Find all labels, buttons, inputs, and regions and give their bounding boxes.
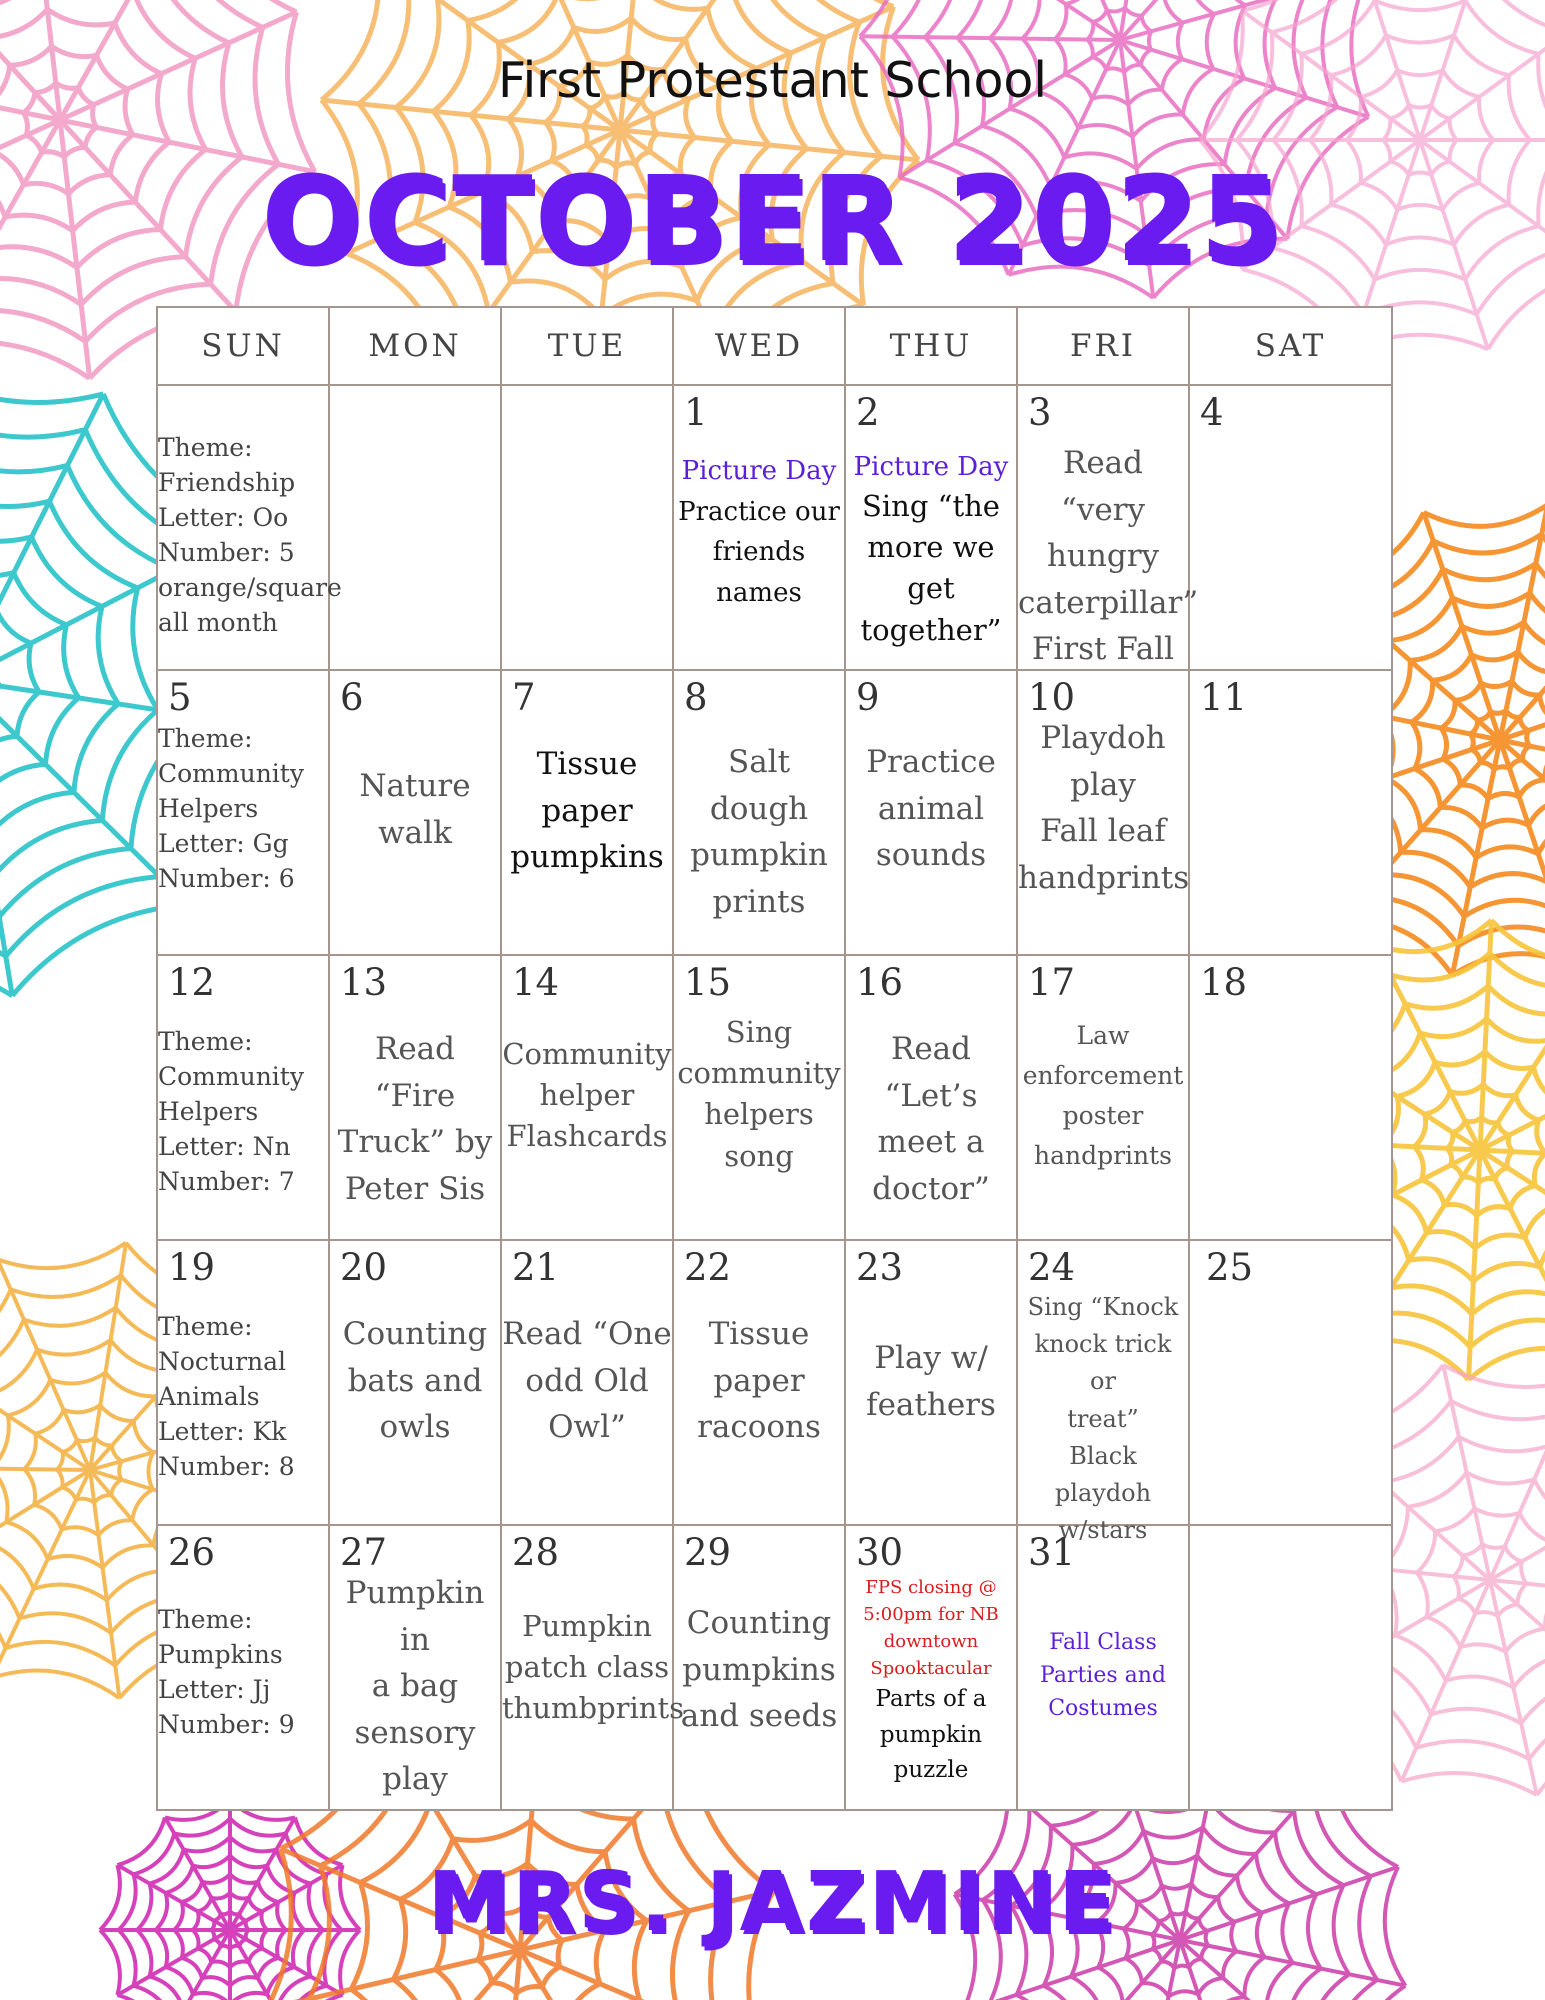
day-cell [673,670,845,955]
day-number: 6 [340,676,364,719]
week-row [157,1240,1392,1525]
day-cell [329,1240,501,1525]
day-cell [845,385,1017,670]
day-cell [329,670,501,955]
day-cell [1017,1240,1189,1545]
day-cell-empty [501,385,673,670]
calendar-grid [156,306,1393,1811]
closing-notice: FPS closing @ 5:00pm for NB downtown Spooktacular [863,1577,999,1679]
weekly-theme: Theme: Community Helpers Letter: Nn Number: 7 [158,1027,304,1196]
activity-text: Tissue paper racoons [697,1316,821,1445]
day-number: 21 [512,1246,560,1289]
event-tag: Fall Class Parties and Costumes [1040,1630,1166,1721]
day-number: 23 [856,1246,904,1289]
day-cell [1189,955,1392,1240]
day-number: 13 [340,961,388,1004]
day-cell [1017,955,1189,1240]
activity-text: Community helper Flashcards [502,1037,672,1154]
weekday-wed: WED [673,307,845,385]
activity-text: Pumpkin in a bag sensory play [345,1575,485,1797]
day-cell-sun [157,955,329,1240]
activity-text: Practice animal sounds [866,744,996,873]
day-cell [1017,1525,1189,1810]
activity-text: Read “One odd Old Owl” [502,1316,672,1445]
activity-text: Read “Let’s meet a doctor” [872,1031,990,1207]
day-number: 19 [168,1246,216,1289]
day-cell [673,1240,845,1525]
activity-text: Nature walk [359,768,471,851]
day-number: 29 [684,1531,732,1574]
day-cell-sun [157,1240,329,1525]
day-cell [1189,1240,1392,1525]
day-number: 3 [1028,391,1052,434]
day-number: 12 [168,961,216,1004]
day-cell-sun [157,670,329,955]
day-number: 15 [684,961,732,1004]
day-number: 4 [1200,391,1224,434]
weekday-tue: TUE [501,307,673,385]
day-cell [673,385,845,670]
activity-text: Parts of a pumpkin puzzle [875,1686,987,1784]
day-number: 17 [1028,961,1076,1004]
day-cell [845,670,1017,955]
day-number: 30 [856,1531,904,1574]
day-cell-empty [1189,1525,1392,1810]
day-number: 24 [1028,1246,1076,1289]
activity-text: Sing “the more we get together” [860,489,1002,647]
day-number: 5 [168,676,192,719]
month-title: OCTOBER 2025 [261,150,1284,288]
weekly-theme: Theme: Friendship Letter: Oo Number: 5 orange/square all month [158,433,342,637]
activity-text: Pumpkin patch class thumbprints [502,1609,684,1726]
day-number: 27 [340,1531,388,1574]
week-row [157,955,1392,1240]
event-tag: Picture Day [853,452,1009,482]
weekly-theme: Theme: Community Helpers Letter: Gg Number: 6 [158,724,304,893]
activity-text: Counting pumpkins and seeds [680,1605,838,1734]
day-cell-sun [157,385,342,670]
weekday-header-row [157,307,1392,385]
activity-text: Tissue paper pumpkins [510,746,664,875]
day-cell [501,1240,673,1525]
day-number: 26 [168,1531,216,1574]
day-cell [1017,385,1199,670]
day-number: 7 [512,676,536,719]
day-cell [329,1525,501,1810]
activity-text: Playdoh play Fall leaf handprints [1018,720,1190,896]
day-cell [501,670,673,955]
day-number: 9 [856,676,880,719]
day-number: 18 [1200,961,1248,1004]
day-cell [1189,385,1392,670]
day-cell-sun [157,1525,329,1810]
day-number: 25 [1206,1246,1254,1289]
day-cell [673,1525,845,1810]
school-name: First Protestant School [497,52,1048,109]
day-number: 1 [684,391,708,434]
activity-text: Read “Fire Truck” by Peter Sis [337,1031,493,1207]
day-cell [845,1525,1017,1810]
day-cell-empty [329,385,501,670]
day-cell [1189,670,1392,955]
day-cell [673,955,845,1240]
day-number: 22 [684,1246,732,1289]
week-row [157,1525,1392,1810]
activity-text: Play w/ feathers [866,1340,996,1423]
weekday-fri: FRI [1017,307,1189,385]
day-cell [329,955,501,1240]
teacher-name: MRS. JAZMINE [427,1855,1118,1950]
week-row [157,385,1392,670]
weekday-thu: THU [845,307,1017,385]
day-cell [501,955,673,1240]
day-number: 16 [856,961,904,1004]
weekly-theme: Theme: Pumpkins Letter: Jj Number: 9 [158,1605,295,1739]
day-number: 11 [1200,676,1248,719]
day-number: 2 [856,391,880,434]
day-number: 10 [1028,676,1076,719]
day-number: 31 [1028,1531,1076,1574]
activity-text: Read “very hungry caterpillar” First Fall [1018,445,1199,667]
day-cell [845,1240,1017,1525]
day-cell [501,1525,684,1810]
activity-text: Salt dough pumpkin prints [690,744,828,920]
day-number: 14 [512,961,560,1004]
day-number: 8 [684,676,708,719]
weekly-theme: Theme: Nocturnal Animals Letter: Kk Number: 8 [158,1312,295,1481]
activity-text: Sing community helpers song [677,1015,841,1173]
weekday-sat: SAT [1189,307,1392,385]
weekday-mon: MON [329,307,501,385]
activity-text: Counting bats and owls [342,1316,488,1445]
day-cell [1017,670,1189,955]
activity-text: Law enforcement poster handprints [1022,1021,1184,1170]
day-number: 20 [340,1246,388,1289]
day-cell [845,955,1017,1240]
activity-text: Sing “Knock knock trick or treat” Black playdoh w/stars [1027,1293,1179,1545]
activity-text: Practice our friends names [678,497,840,608]
day-number: 28 [512,1531,560,1574]
week-row [157,670,1392,955]
event-tag: Picture Day [681,456,837,486]
weekday-sun: SUN [157,307,329,385]
